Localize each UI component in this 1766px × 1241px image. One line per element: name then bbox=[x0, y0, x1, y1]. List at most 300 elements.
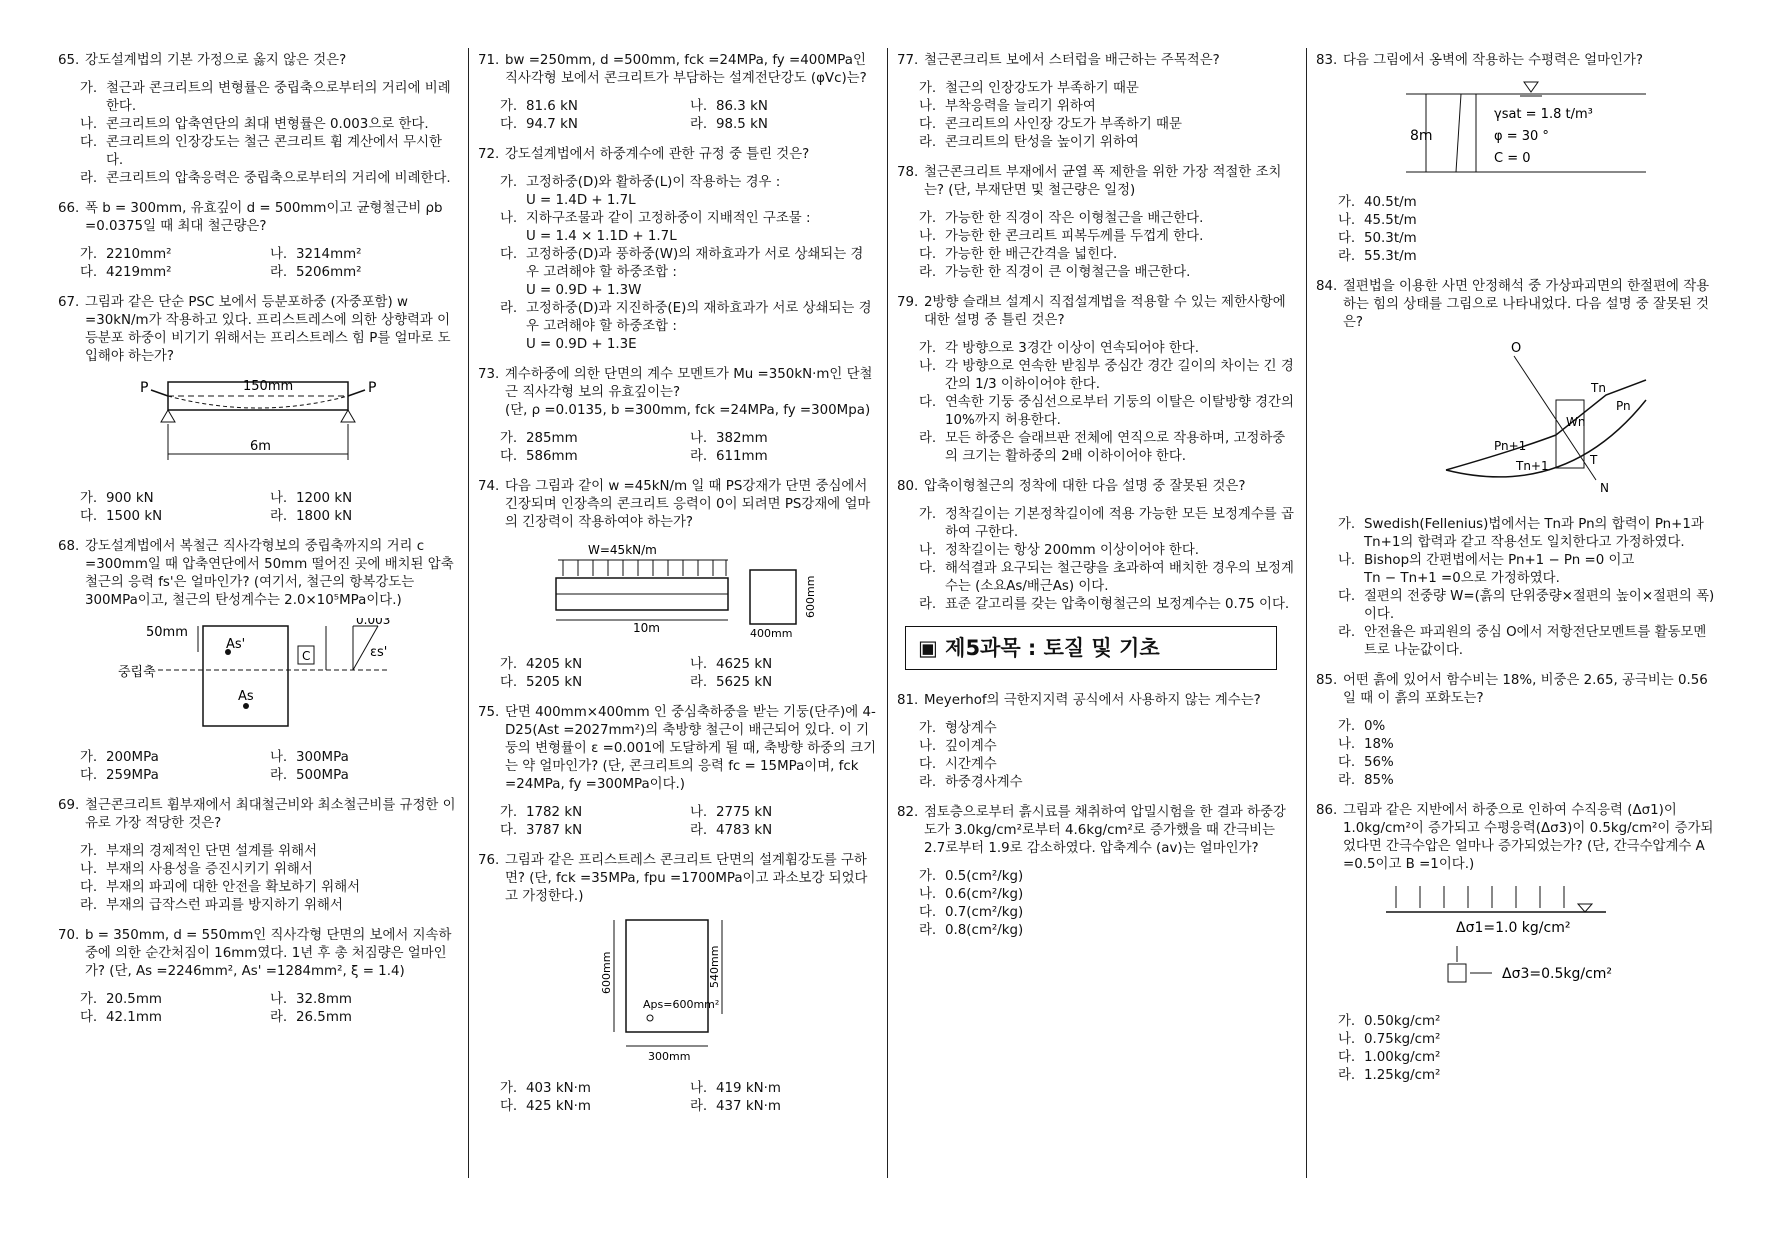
answer-option[interactable] bbox=[1338, 248, 1716, 266]
fig76-depth: 540mm bbox=[708, 945, 721, 988]
column-divider bbox=[1306, 48, 1307, 1178]
fig84-tn1: Tn+1 bbox=[1516, 459, 1549, 473]
option-text: 가능한 한 직경이 큰 이형철근을 배근한다. bbox=[945, 265, 1191, 280]
option-text: 콘크리트의 압축연단의 최대 변형률은 0.003으로 한다. bbox=[106, 117, 429, 132]
option-label: 다. bbox=[919, 117, 937, 132]
answer-option[interactable] bbox=[1338, 718, 1716, 736]
answer-option[interactable] bbox=[500, 210, 876, 246]
question-stem bbox=[897, 294, 1297, 330]
question-text: 철근콘크리트 부재에서 균열 폭 제한을 위한 가장 적절한 조치는? (단, 부재단면 및 철근량은 일정) bbox=[924, 165, 1282, 198]
answer-option[interactable] bbox=[270, 490, 460, 508]
question-stem bbox=[897, 804, 1297, 858]
option-text: 285mm bbox=[526, 431, 578, 446]
option-text: 콘크리트의 탄성을 높이기 위하여 bbox=[945, 135, 1139, 150]
answer-option[interactable] bbox=[80, 843, 458, 861]
answer-option[interactable] bbox=[80, 991, 270, 1009]
answer-option[interactable] bbox=[919, 596, 1297, 614]
answer-option[interactable] bbox=[500, 448, 690, 466]
option-text: 지하구조물과 같이 고정하중이 지배적인 구조물 : U = 1.4 × 1.1D + 1.7L bbox=[526, 211, 811, 244]
question-86 bbox=[1316, 802, 1716, 1085]
answer-option[interactable] bbox=[80, 767, 270, 785]
fig68-c: C bbox=[302, 649, 311, 663]
answer-option[interactable] bbox=[500, 246, 876, 300]
question-text: 다음 그림에서 옹벽에 작용하는 수평력은 얼마인가? bbox=[1343, 53, 1644, 68]
option-label: 라. bbox=[690, 823, 708, 838]
answer-option[interactable] bbox=[270, 508, 460, 526]
option-text: 4783 kN bbox=[716, 823, 773, 838]
answer-option[interactable] bbox=[270, 1009, 460, 1027]
fig84-wn: Wn bbox=[1566, 415, 1586, 429]
question-number: 84. bbox=[1316, 279, 1338, 294]
question-text: bw =250mm, d =500mm, fck =24MPa, fy =400MPa인 직사각형 보에서 콘크리트가 부담하는 설계전단강도 (φVc)는? bbox=[505, 53, 867, 86]
option-label: 가. bbox=[500, 657, 518, 672]
fig74-load: W=45kN/m bbox=[588, 543, 657, 557]
option-text: 부재의 파괴에 대한 안전을 확보하기 위해서 bbox=[106, 880, 361, 895]
answer-option[interactable] bbox=[690, 448, 880, 466]
option-text: 0.50kg/cm² bbox=[1364, 1014, 1441, 1029]
option-text: 가능한 한 콘크리트 피복두께를 두껍게 한다. bbox=[945, 229, 1204, 244]
option-text: 85% bbox=[1364, 773, 1394, 788]
question-text: 절편법을 이용한 사면 안정해석 중 가상파괴면의 한절편에 작용하는 힘의 상태를 그림으로 나타내었다. 다음 설명 중 잘못된 것은? bbox=[1343, 279, 1710, 330]
answer-options bbox=[80, 246, 458, 282]
question-stem bbox=[478, 146, 876, 164]
option-text: 0.6(cm²/kg) bbox=[945, 887, 1024, 902]
option-text: 500MPa bbox=[296, 768, 349, 783]
fig84-n: N bbox=[1600, 481, 1609, 495]
answer-option[interactable] bbox=[690, 822, 880, 840]
question-65 bbox=[58, 52, 458, 188]
answer-option[interactable] bbox=[270, 991, 460, 1009]
answer-option[interactable] bbox=[80, 264, 270, 282]
option-text: 부재의 급작스런 파괴를 방지하기 위해서 bbox=[106, 898, 343, 913]
answer-option[interactable] bbox=[270, 749, 460, 767]
question-stem bbox=[897, 164, 1297, 200]
answer-option[interactable] bbox=[919, 774, 1297, 792]
answer-options bbox=[1338, 718, 1716, 790]
option-label: 다. bbox=[80, 265, 98, 280]
answer-options bbox=[919, 80, 1297, 152]
question-77 bbox=[897, 52, 1297, 152]
answer-option[interactable] bbox=[919, 246, 1297, 264]
answer-option[interactable] bbox=[1338, 194, 1716, 212]
question-text: 철근콘크리트 보에서 스터럽을 배근하는 주목적은? bbox=[924, 53, 1220, 68]
question-text: b = 350mm, d = 550mm인 직사각형 단면의 보에서 지속하중에 의한 순간처짐이 16mm였다. 1년 후 총 처짐량은 얼마인가? (단, As =2246mm², As' =1284mm², ξ = 1.4) bbox=[85, 928, 452, 979]
option-label: 다. bbox=[500, 449, 518, 464]
option-label: 다. bbox=[919, 757, 937, 772]
answer-option[interactable] bbox=[1338, 754, 1716, 772]
option-label: 나. bbox=[919, 99, 937, 114]
answer-option[interactable] bbox=[1338, 516, 1716, 552]
option-label: 다. bbox=[80, 1010, 98, 1025]
question-number: 69. bbox=[58, 798, 80, 813]
option-text: 1.00kg/cm² bbox=[1364, 1050, 1441, 1065]
answer-option[interactable] bbox=[919, 904, 1297, 922]
answer-option[interactable] bbox=[80, 897, 458, 915]
column-3 bbox=[897, 52, 1297, 952]
option-label: 나. bbox=[919, 887, 937, 902]
question-text: 계수하중에 의한 단면의 계수 모멘트가 Mu =350kN·m인 단철근 직사각형 보의 유효깊이는? (단, ρ =0.0135, b =300mm, fck =24MPa, fy =300Mpa) bbox=[505, 367, 873, 418]
column-divider bbox=[887, 48, 888, 1178]
answer-option[interactable] bbox=[1338, 1031, 1716, 1049]
answer-options bbox=[500, 430, 876, 466]
option-text: 부재의 사용성을 증진시키기 위해서 bbox=[106, 862, 313, 877]
question-text: 폭 b = 300mm, 유효깊이 d = 500mm이고 균형철근비 ρb =0.0375일 때 최대 철근량은? bbox=[85, 201, 443, 234]
answer-option[interactable] bbox=[1338, 552, 1716, 588]
option-label: 다. bbox=[500, 823, 518, 838]
question-76 bbox=[478, 852, 876, 1116]
question-text: 2방향 슬래브 설계시 직접설계법을 적용할 수 있는 제한사항에 대한 설명 중 틀린 것은? bbox=[924, 295, 1286, 328]
option-label: 나. bbox=[919, 359, 937, 374]
option-label: 가. bbox=[500, 1081, 518, 1096]
answer-option[interactable] bbox=[919, 394, 1297, 430]
answer-option[interactable] bbox=[1338, 588, 1716, 624]
option-text: 하중경사계수 bbox=[945, 775, 1023, 790]
answer-option[interactable] bbox=[919, 340, 1297, 358]
answer-option[interactable] bbox=[690, 656, 880, 674]
fig68-as-bottom: As bbox=[238, 689, 254, 704]
answer-option[interactable] bbox=[690, 674, 880, 692]
answer-option[interactable] bbox=[1338, 212, 1716, 230]
retaining-wall-figure bbox=[1316, 78, 1716, 184]
option-text: 해석결과 요구되는 철근량을 초과하여 배치한 경우의 보정계수는 (소요As/배근As) 이다. bbox=[945, 561, 1294, 594]
option-text: 40.5t/m bbox=[1364, 195, 1417, 210]
answer-option[interactable] bbox=[270, 264, 460, 282]
answer-options bbox=[500, 804, 876, 840]
option-label: 라. bbox=[1338, 1068, 1356, 1083]
question-text: 강도설계법에서 복철근 직사각형보의 중립축까지의 거리 c =300mm일 때 압축연단에서 50mm 떨어진 곳에 배치된 압축 철근의 응력 fs'은 얼마인가? (여기서, 철근의 항복강도는 300MPa이고, 철근의 탄성계수는 2.0×10⁵MPa이다.) bbox=[85, 539, 454, 608]
answer-options bbox=[1338, 1013, 1716, 1085]
option-label: 나. bbox=[270, 750, 288, 765]
option-label: 라. bbox=[270, 1010, 288, 1025]
question-text: 그림과 같은 지반에서 하중으로 인하여 수직응력 (Δσ1)이 1.0kg/cm²이 증가되고 수평응력(Δσ3)이 0.5kg/cm²이 증가되었다면 간극수압은 얼마나 증가되었는가? (단, 간극수압계수 A =0.5이고 B =1이다.) bbox=[1343, 803, 1714, 872]
option-text: 고정하중(D)과 풍하중(W)의 재하효과가 서로 상쇄되는 경우 고려해야 할 하중조합 : U = 0.9D + 1.3W bbox=[526, 247, 864, 298]
question-number: 71. bbox=[478, 53, 500, 68]
question-text: 다음 그림과 같이 w =45kN/m 일 때 PS강재가 단면 중심에서 긴장되며 인장측의 콘크리트 응력이 0이 되려면 PS강재에 얼마의 긴장력이 작용하여야 하는가? bbox=[505, 479, 871, 530]
option-text: 안전율은 파괴원의 중심 O에서 저항전단모멘트를 활동모멘트로 나눈값이다. bbox=[1364, 625, 1707, 658]
question-stem bbox=[478, 366, 876, 420]
question-text: 강도설계법에서 하중계수에 관한 규정 중 틀린 것은? bbox=[505, 147, 810, 162]
answer-option[interactable] bbox=[80, 134, 458, 170]
question-73 bbox=[478, 366, 876, 466]
answer-option[interactable] bbox=[919, 116, 1297, 134]
option-label: 가. bbox=[1338, 517, 1356, 532]
answer-option[interactable] bbox=[500, 1080, 690, 1098]
answer-option[interactable] bbox=[500, 300, 876, 354]
question-stem bbox=[1316, 802, 1716, 874]
answer-option[interactable] bbox=[919, 358, 1297, 394]
option-label: 가. bbox=[500, 175, 518, 190]
option-text: 18% bbox=[1364, 737, 1394, 752]
answer-option[interactable] bbox=[80, 1009, 270, 1027]
question-79 bbox=[897, 294, 1297, 466]
question-number: 77. bbox=[897, 53, 919, 68]
slice-method-figure bbox=[1316, 340, 1716, 506]
option-label: 다. bbox=[1338, 231, 1356, 246]
column-1 bbox=[58, 52, 458, 1039]
option-text: 0.7(cm²/kg) bbox=[945, 905, 1024, 920]
fig86-sigma3: Δσ3=0.5kg/cm² bbox=[1502, 966, 1613, 982]
option-text: 정착길이는 항상 200mm 이상이어야 한다. bbox=[945, 543, 1200, 558]
option-text: 56% bbox=[1364, 755, 1394, 770]
option-text: 86.3 kN bbox=[716, 99, 768, 114]
option-text: 1500 kN bbox=[106, 509, 163, 524]
answer-options bbox=[500, 174, 876, 354]
answer-option[interactable] bbox=[690, 1080, 880, 1098]
column-divider bbox=[468, 48, 469, 1178]
option-text: 각 방향으로 연속한 받침부 중심간 경간 길이의 차이는 긴 경간의 1/3 이하이어야 한다. bbox=[945, 359, 1294, 392]
answer-option[interactable] bbox=[1338, 230, 1716, 248]
question-75 bbox=[478, 704, 876, 840]
answer-option[interactable] bbox=[500, 804, 690, 822]
option-text: 0.8(cm²/kg) bbox=[945, 923, 1024, 938]
option-label: 가. bbox=[80, 81, 98, 96]
question-82 bbox=[897, 804, 1297, 940]
fig67-p-left: P bbox=[140, 380, 149, 396]
fig74-span: 10m bbox=[633, 621, 660, 635]
option-text: 콘크리트의 압축응력은 중립축으로부터의 거리에 비례한다. bbox=[106, 171, 451, 186]
question-number: 80. bbox=[897, 479, 919, 494]
option-text: 2210mm² bbox=[106, 247, 172, 262]
option-text: 3214mm² bbox=[296, 247, 362, 262]
answer-option[interactable] bbox=[919, 720, 1297, 738]
answer-option[interactable] bbox=[919, 756, 1297, 774]
option-text: 고정하중(D)과 지진하중(E)의 재하효과가 서로 상쇄되는 경우 고려해야 할 하중조합 : U = 0.9D + 1.3E bbox=[526, 301, 872, 352]
option-text: 26.5mm bbox=[296, 1010, 352, 1025]
option-label: 라. bbox=[919, 923, 937, 938]
question-number: 82. bbox=[897, 805, 919, 820]
option-text: 1800 kN bbox=[296, 509, 353, 524]
option-label: 다. bbox=[919, 247, 937, 262]
answer-option[interactable] bbox=[80, 861, 458, 879]
option-text: 1.25kg/cm² bbox=[1364, 1068, 1441, 1083]
answer-options bbox=[919, 720, 1297, 792]
option-label: 나. bbox=[690, 431, 708, 446]
option-label: 나. bbox=[80, 117, 98, 132]
option-text: 형상계수 bbox=[945, 721, 997, 736]
option-text: 4205 kN bbox=[526, 657, 583, 672]
option-label: 다. bbox=[500, 1099, 518, 1114]
answer-option[interactable] bbox=[500, 430, 690, 448]
fig76-aps: Aps=600mm² bbox=[643, 998, 720, 1011]
option-text: 시간계수 bbox=[945, 757, 997, 772]
question-number: 85. bbox=[1316, 673, 1338, 688]
answer-option[interactable] bbox=[919, 430, 1297, 466]
option-text: 4625 kN bbox=[716, 657, 773, 672]
answer-option[interactable] bbox=[919, 506, 1297, 542]
answer-option[interactable] bbox=[919, 886, 1297, 904]
option-label: 다. bbox=[1338, 589, 1356, 604]
option-label: 라. bbox=[1338, 625, 1356, 640]
answer-option[interactable] bbox=[919, 228, 1297, 246]
option-text: 고정하중(D)와 활하중(L)이 작용하는 경우 : U = 1.4D + 1.7L bbox=[526, 175, 781, 208]
option-text: 표준 갈고리를 갖는 압축이형철근의 보정계수는 0.75 이다. bbox=[945, 597, 1290, 612]
option-label: 가. bbox=[919, 721, 937, 736]
answer-option[interactable] bbox=[919, 868, 1297, 886]
question-number: 74. bbox=[478, 479, 500, 494]
question-number: 68. bbox=[58, 539, 80, 554]
answer-option[interactable] bbox=[919, 264, 1297, 282]
option-text: 0% bbox=[1364, 719, 1386, 734]
option-label: 가. bbox=[919, 507, 937, 522]
option-label: 나. bbox=[919, 543, 937, 558]
option-text: 정착길이는 기본정착길이에 적용 가능한 모든 보정계수를 곱하여 구한다. bbox=[945, 507, 1294, 540]
answer-option[interactable] bbox=[919, 922, 1297, 940]
question-number: 67. bbox=[58, 295, 80, 310]
option-text: 부재의 경제적인 단면 설계를 위해서 bbox=[106, 844, 318, 859]
option-text: 425 kN·m bbox=[526, 1099, 591, 1114]
option-label: 나. bbox=[1338, 553, 1356, 568]
option-label: 나. bbox=[1338, 213, 1356, 228]
option-label: 라. bbox=[1338, 249, 1356, 264]
psc-beam-figure bbox=[58, 374, 458, 480]
option-text: 3787 kN bbox=[526, 823, 583, 838]
fig76-height: 600mm bbox=[600, 951, 613, 994]
answer-option[interactable] bbox=[919, 210, 1297, 228]
question-number: 72. bbox=[478, 147, 500, 162]
answer-option[interactable] bbox=[919, 738, 1297, 756]
option-text: 철근과 콘크리트의 변형률은 중립축으로부터의 거리에 비례한다. bbox=[106, 81, 451, 114]
option-text: 81.6 kN bbox=[526, 99, 578, 114]
question-stem bbox=[58, 294, 458, 366]
question-number: 73. bbox=[478, 367, 500, 382]
answer-options bbox=[919, 506, 1297, 614]
option-text: 0.5(cm²/kg) bbox=[945, 869, 1024, 884]
option-label: 라. bbox=[1338, 773, 1356, 788]
answer-option[interactable] bbox=[1338, 772, 1716, 790]
question-84 bbox=[1316, 278, 1716, 660]
option-label: 가. bbox=[500, 431, 518, 446]
option-label: 다. bbox=[500, 247, 518, 262]
question-number: 76. bbox=[478, 853, 500, 868]
answer-option[interactable] bbox=[80, 508, 270, 526]
answer-option[interactable] bbox=[1338, 736, 1716, 754]
question-78 bbox=[897, 164, 1297, 282]
answer-option[interactable] bbox=[690, 430, 880, 448]
option-text: 콘크리트의 인장강도는 철근 콘크리트 휨 계산에서 무시한다. bbox=[106, 135, 442, 168]
option-label: 라. bbox=[270, 509, 288, 524]
question-81 bbox=[897, 692, 1297, 792]
answer-option[interactable] bbox=[919, 80, 1297, 98]
option-label: 다. bbox=[80, 880, 98, 895]
question-number: 81. bbox=[897, 693, 919, 708]
option-text: 5625 kN bbox=[716, 675, 773, 690]
answer-option[interactable] bbox=[690, 1098, 880, 1116]
option-text: 콘크리트의 사인장 강도가 부족하기 때문 bbox=[945, 117, 1182, 132]
answer-options bbox=[80, 80, 458, 188]
fig68-neutral-axis: 중립축 bbox=[118, 665, 156, 680]
option-text: 절편의 전중량 W=(흙의 단위중량×절편의 높이×절편의 폭)이다. bbox=[1364, 589, 1715, 622]
option-text: 연속한 기둥 중심선으로부터 기둥의 이탈은 이탈방향 경간의 10%까지 허용한다. bbox=[945, 395, 1294, 428]
option-label: 다. bbox=[500, 117, 518, 132]
answer-option[interactable] bbox=[80, 170, 458, 188]
fig84-pn1: Pn+1 bbox=[1494, 439, 1527, 453]
answer-option[interactable] bbox=[500, 174, 876, 210]
answer-option[interactable] bbox=[500, 1098, 690, 1116]
question-text: 강도설계법의 기본 가정으로 옳지 않은 것은? bbox=[85, 53, 347, 68]
answer-option[interactable] bbox=[80, 749, 270, 767]
answer-options bbox=[919, 340, 1297, 466]
answer-option[interactable] bbox=[690, 804, 880, 822]
answer-option[interactable] bbox=[500, 674, 690, 692]
answer-option[interactable] bbox=[500, 116, 690, 134]
answer-option[interactable] bbox=[80, 246, 270, 264]
answer-option[interactable] bbox=[1338, 1067, 1716, 1085]
answer-option[interactable] bbox=[919, 542, 1297, 560]
fig68-eps: εs' bbox=[370, 645, 388, 660]
ground-stress-figure bbox=[1316, 882, 1716, 1003]
option-label: 가. bbox=[80, 247, 98, 262]
answer-option[interactable] bbox=[80, 879, 458, 897]
question-stem bbox=[478, 852, 876, 906]
option-text: 419 kN·m bbox=[716, 1081, 781, 1096]
answer-option[interactable] bbox=[919, 560, 1297, 596]
fig76-width: 300mm bbox=[648, 1050, 691, 1063]
answer-option[interactable] bbox=[1338, 1013, 1716, 1031]
option-label: 가. bbox=[80, 992, 98, 1007]
fig84-t: T bbox=[1590, 453, 1598, 467]
answer-option[interactable] bbox=[80, 490, 270, 508]
answer-option[interactable] bbox=[500, 656, 690, 674]
option-label: 가. bbox=[1338, 1014, 1356, 1029]
fig67-eccentricity: 150mm bbox=[243, 379, 294, 394]
question-number: 65. bbox=[58, 53, 80, 68]
question-number: 66. bbox=[58, 201, 80, 216]
option-label: 라. bbox=[500, 301, 518, 316]
answer-option[interactable] bbox=[1338, 1049, 1716, 1067]
option-label: 라. bbox=[690, 117, 708, 132]
answer-option[interactable] bbox=[690, 116, 880, 134]
answer-option[interactable] bbox=[919, 98, 1297, 116]
question-number: 70. bbox=[58, 928, 80, 943]
question-number: 78. bbox=[897, 165, 919, 180]
option-label: 라. bbox=[919, 597, 937, 612]
question-number: 79. bbox=[897, 295, 919, 310]
question-stem bbox=[478, 478, 876, 532]
option-label: 다. bbox=[919, 395, 937, 410]
question-71 bbox=[478, 52, 876, 134]
answer-options bbox=[80, 490, 458, 526]
option-label: 라. bbox=[919, 135, 937, 150]
answer-option[interactable] bbox=[500, 98, 690, 116]
answer-option[interactable] bbox=[500, 822, 690, 840]
option-label: 나. bbox=[270, 247, 288, 262]
doubly-reinforced-figure bbox=[58, 618, 458, 739]
question-stem bbox=[897, 52, 1297, 70]
answer-option[interactable] bbox=[80, 116, 458, 134]
question-text: 점토층으로부터 흙시료를 채취하여 압밀시험을 한 결과 하중강도가 3.0kg/cm²로부터 4.6kg/cm²로 증가했을 때 간극비는 2.7로부터 1.9로 감소하였다. 압축계수 (av)는 얼마인가? bbox=[924, 805, 1286, 856]
question-stem bbox=[58, 52, 458, 70]
option-label: 다. bbox=[80, 509, 98, 524]
answer-option[interactable] bbox=[919, 134, 1297, 152]
option-label: 다. bbox=[500, 675, 518, 690]
question-number: 83. bbox=[1316, 53, 1338, 68]
option-label: 가. bbox=[500, 99, 518, 114]
question-72 bbox=[478, 146, 876, 354]
option-label: 나. bbox=[270, 491, 288, 506]
answer-option[interactable] bbox=[690, 98, 880, 116]
question-70 bbox=[58, 927, 458, 1027]
option-label: 다. bbox=[1338, 755, 1356, 770]
option-text: 모든 하중은 슬래브판 전체에 연직으로 작용하며, 고정하중의 크기는 활하중의 2배 이하이어야 한다. bbox=[945, 431, 1286, 464]
answer-option[interactable] bbox=[270, 246, 460, 264]
option-text: 32.8mm bbox=[296, 992, 352, 1007]
answer-option[interactable] bbox=[1338, 624, 1716, 660]
answer-option[interactable] bbox=[80, 80, 458, 116]
answer-option[interactable] bbox=[270, 767, 460, 785]
option-text: 5205 kN bbox=[526, 675, 583, 690]
option-text: 98.5 kN bbox=[716, 117, 768, 132]
column-4 bbox=[1316, 52, 1716, 1097]
